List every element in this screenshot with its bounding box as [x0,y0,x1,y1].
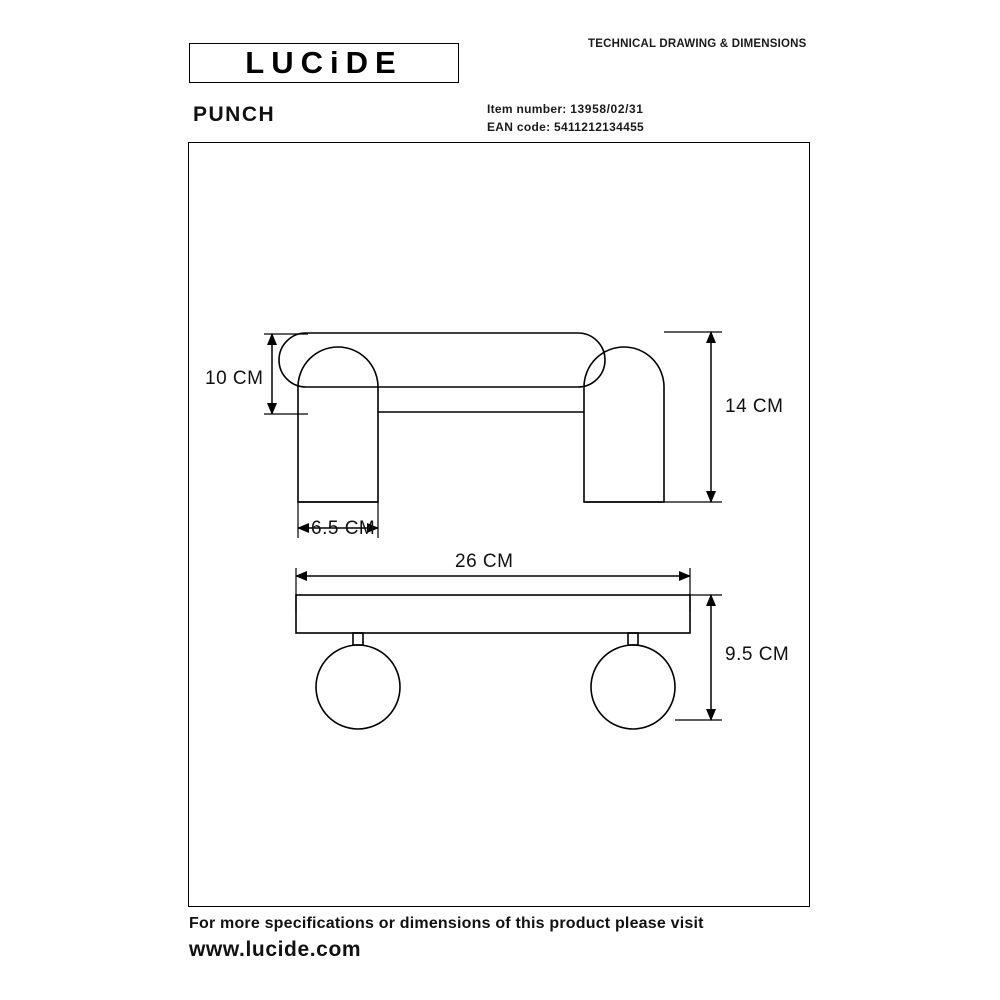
technical-drawing-svg [188,142,810,907]
dimension-label-height-total: 14 CM [725,396,784,417]
logo-notch-top-icon [168,41,184,51]
dimension-width-total [296,568,690,612]
ean-code-value: 5411212134455 [554,120,645,134]
dimension-label-height-shade: 10 CM [205,368,264,389]
bottom-view-drawing [296,595,690,729]
technical-drawing-header-label: TECHNICAL DRAWING & DIMENSIONS [588,38,807,50]
dimension-label-depth-total: 9.5 CM [725,644,790,665]
dimension-depth-total [675,595,722,720]
dimension-height-total [664,332,722,502]
footer-specifications-text: For more specifications or dimensions of this product please visit [189,915,704,932]
brand-logo-text: LUCiDE [245,45,403,80]
dimension-label-width-total: 26 CM [455,551,514,572]
logo-notch-bottom-icon [168,74,184,85]
footer-website-link[interactable]: www.lucide.com [189,938,362,961]
item-number-value: 13958/02/31 [570,102,644,116]
front-view-drawing [279,333,664,502]
item-number-label: Item number: [487,102,567,116]
item-number [487,102,644,116]
ean-code-label: EAN code: [487,120,551,134]
dimension-height-shade [264,334,308,414]
product-name: PUNCH [193,103,276,126]
ean-code [487,120,644,134]
dimension-label-width-shade: 6.5 CM [311,518,376,539]
